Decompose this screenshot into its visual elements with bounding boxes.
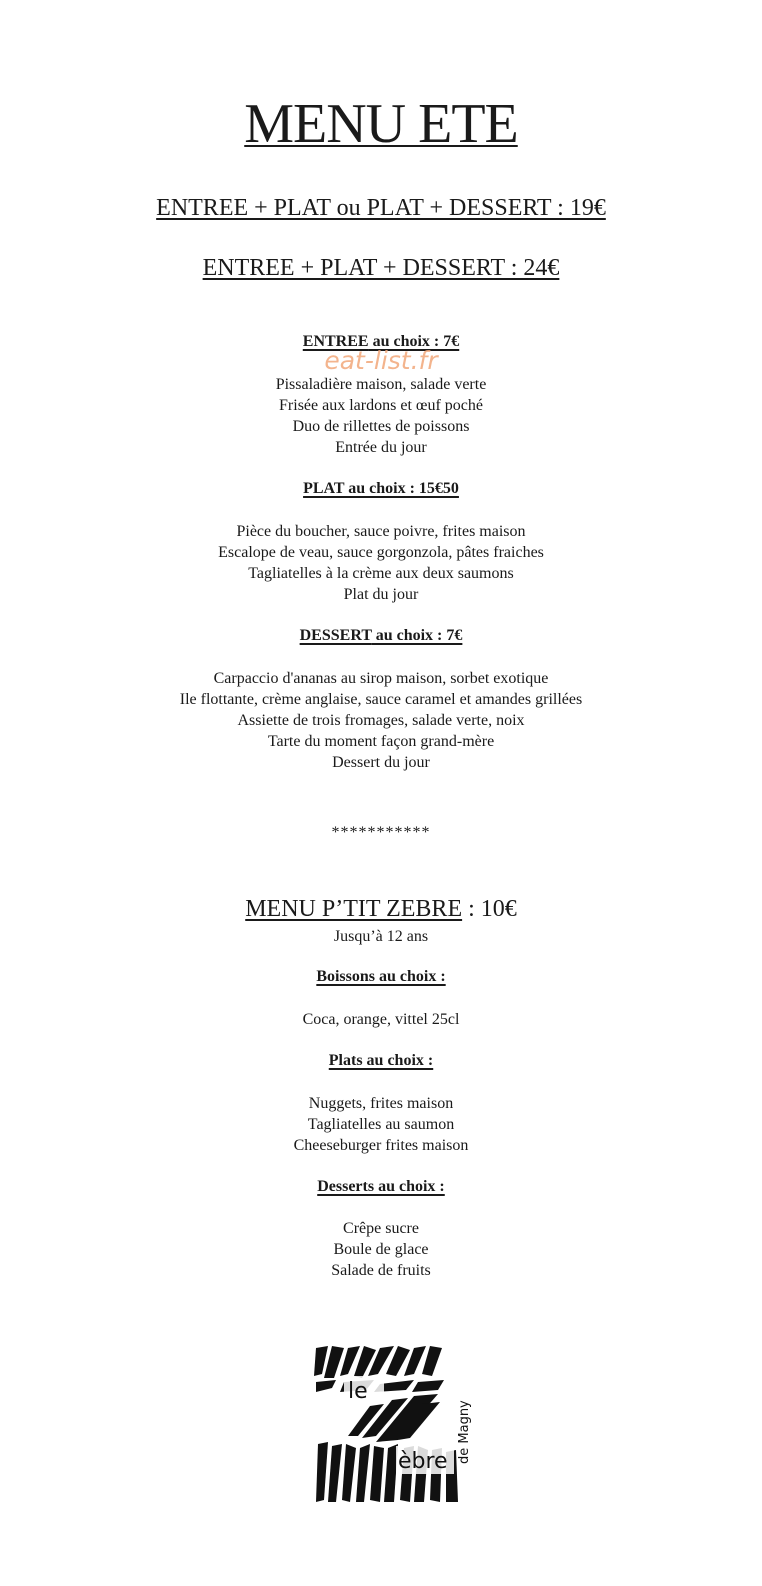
dessert-item: Carpaccio d'ananas au sirop maison, sorbet exotique — [213, 670, 549, 687]
plat-item: Escalope de veau, sauce gorgonzola, pâtes fraiches — [218, 544, 544, 561]
dessert-heading — [0, 628, 762, 644]
dessert-item: Ile flottante, crème anglaise, sauce caramel et amandes grillées — [179, 691, 583, 708]
entree-item: Duo de rillettes de poissons — [292, 418, 470, 435]
zebra-stripes-icon — [314, 1346, 458, 1502]
zebra-logo — [314, 1344, 474, 1506]
plats-item: Cheeseburger frites maison — [293, 1137, 469, 1154]
plats-heading: Plats au choix : — [328, 1052, 434, 1069]
plat-list — [0, 521, 762, 605]
boissons-list — [0, 1009, 762, 1030]
plat-heading: PLAT au choix : 15€50 — [303, 480, 459, 497]
formula-19: ENTREE + PLAT ou PLAT + DESSERT : 19€ — [156, 195, 606, 221]
kids-menu-title: MENU P’TIT ZEBRE — [245, 896, 463, 922]
desserts-heading: Desserts au choix : — [317, 1178, 445, 1195]
boissons-heading: Boissons au choix : — [316, 968, 446, 985]
desserts-list — [0, 1218, 762, 1281]
watermark: eat-list.fr — [324, 346, 438, 375]
dessert-suffix: au choix : 7€ — [371, 627, 463, 644]
dessert-item: Dessert du jour — [332, 754, 430, 771]
kids-menu-subtitle: Jusqu’à 12 ans — [333, 928, 429, 945]
desserts-item: Salade de fruits — [331, 1262, 431, 1279]
menu-title: MENU ETE — [244, 93, 518, 155]
entree-label: ENTREE — [302, 333, 369, 350]
plat-item: Plat du jour — [343, 586, 419, 603]
dessert-item: Assiette de trois fromages, salade verte, noix — [237, 712, 525, 729]
desserts-item: Boule de glace — [333, 1241, 429, 1258]
desserts-item: Crêpe sucre — [343, 1220, 419, 1237]
entree-item: Entrée du jour — [335, 439, 427, 456]
kids-menu-heading — [0, 897, 762, 921]
plat-item: Pièce du boucher, sauce poivre, frites maison — [236, 523, 526, 540]
separator: *********** — [331, 824, 431, 841]
logo-de-magny: de Magny — [457, 1400, 472, 1464]
plats-list — [0, 1093, 762, 1156]
plat-item: Tagliatelles à la crème aux deux saumons — [248, 565, 514, 582]
logo-ebre: èbre — [398, 1449, 448, 1474]
boissons-item: Coca, orange, vittel 25cl — [302, 1011, 460, 1028]
plats-item: Nuggets, frites maison — [308, 1095, 454, 1112]
entree-heading — [0, 334, 762, 350]
plats-item: Tagliatelles au saumon — [307, 1116, 455, 1133]
dessert-label: DESSERT — [299, 627, 372, 644]
entree-list — [0, 374, 762, 458]
entree-item: Frisée aux lardons et œuf poché — [279, 397, 483, 414]
dessert-list — [0, 668, 762, 773]
entree-item: Pissaladière maison, salade verte — [275, 376, 487, 393]
logo-le: le — [348, 1379, 368, 1404]
entree-suffix: au choix : 7€ — [368, 333, 460, 350]
dessert-item: Tarte du moment façon grand-mère — [267, 733, 495, 750]
kids-menu-price: : 10€ — [462, 896, 517, 922]
formula-24: ENTREE + PLAT + DESSERT : 24€ — [202, 255, 560, 281]
